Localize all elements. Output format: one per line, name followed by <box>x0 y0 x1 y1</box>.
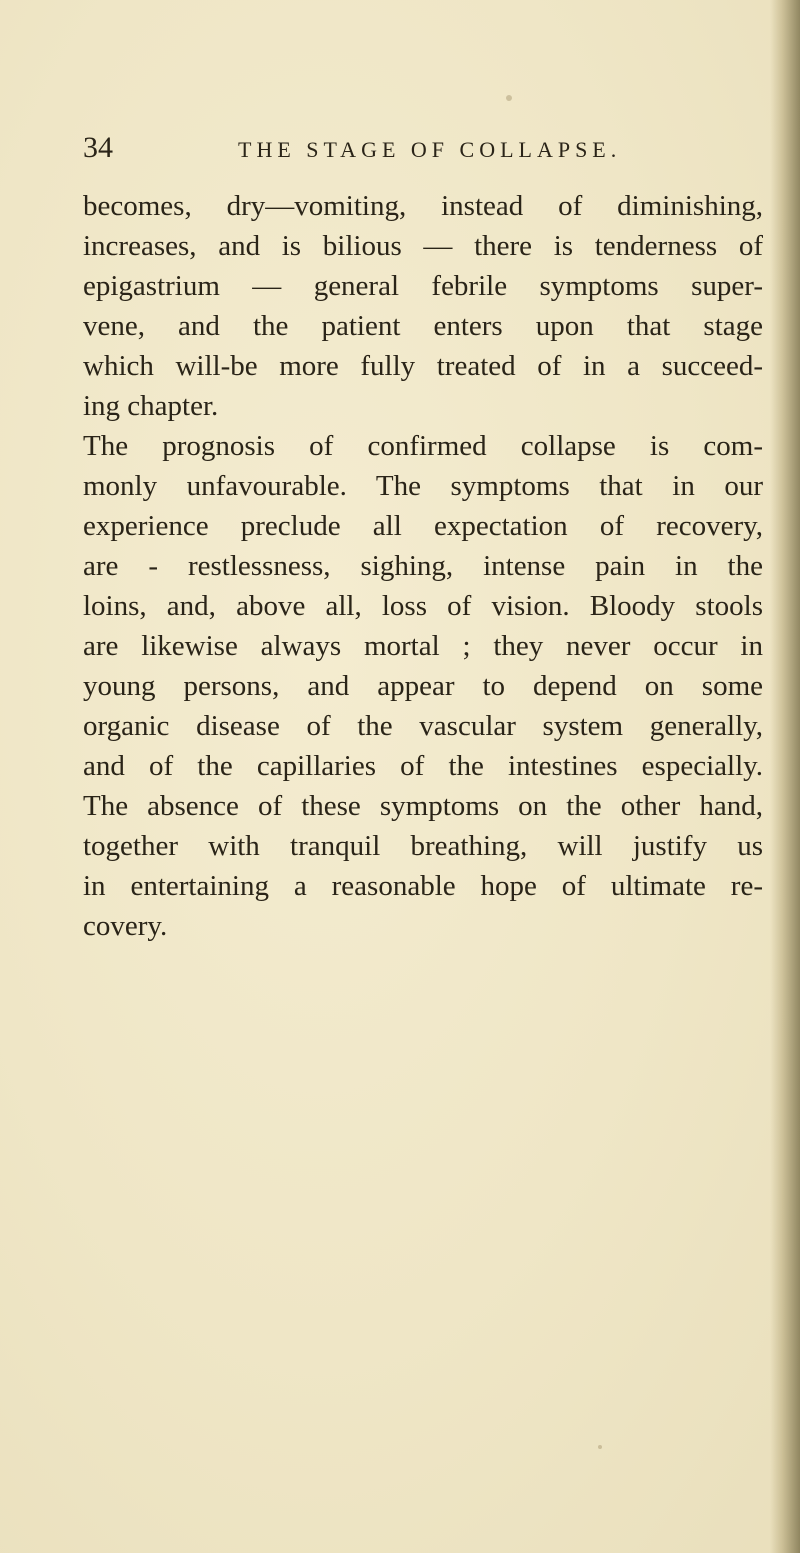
text-line: in entertaining a reasonable hope of ultimate re- <box>83 870 763 902</box>
text-line: covery. <box>83 910 168 942</box>
text-line: which will-be more fully treated of in a succeed- <box>83 350 763 382</box>
text-line: monly unfavourable. The symptoms that in our <box>83 470 763 502</box>
foxing-spot <box>506 95 512 101</box>
text-line: together with tranquil breathing, will justify us <box>83 830 763 862</box>
text-line: vene, and the patient enters upon that stage <box>83 310 763 342</box>
text-line: young persons, and appear to depend on some <box>83 670 763 702</box>
foxing-spot <box>598 1445 602 1449</box>
text-line: epigastrium — general febrile symptoms super- <box>83 270 763 302</box>
page-number: 34 <box>83 131 113 164</box>
page-header <box>83 128 763 168</box>
page-edge-shadow <box>770 0 800 1553</box>
text-line: ing chapter. <box>83 390 219 422</box>
running-head: THE STAGE OF COLLAPSE. <box>238 137 622 162</box>
text-line: loins, and, above all, loss of vision. Bloody stools <box>83 590 763 622</box>
text-line: increases, and is bilious — there is tenderness of <box>83 230 763 262</box>
text-line: are - restlessness, sighing, intense pain in the <box>83 550 763 582</box>
text-line: The prognosis of confirmed collapse is com- <box>83 430 763 462</box>
text-line: becomes, dry—vomiting, instead of diminishing, <box>83 190 763 222</box>
text-line: and of the capillaries of the intestines especially. <box>83 750 763 782</box>
text-line: experience preclude all expectation of recovery, <box>83 510 763 542</box>
text-line: The absence of these symptoms on the other hand, <box>83 790 763 822</box>
text-line: organic disease of the vascular system generally, <box>83 710 763 742</box>
text-line: are likewise always mortal ; they never occur in <box>83 630 763 662</box>
body-text <box>83 186 763 946</box>
